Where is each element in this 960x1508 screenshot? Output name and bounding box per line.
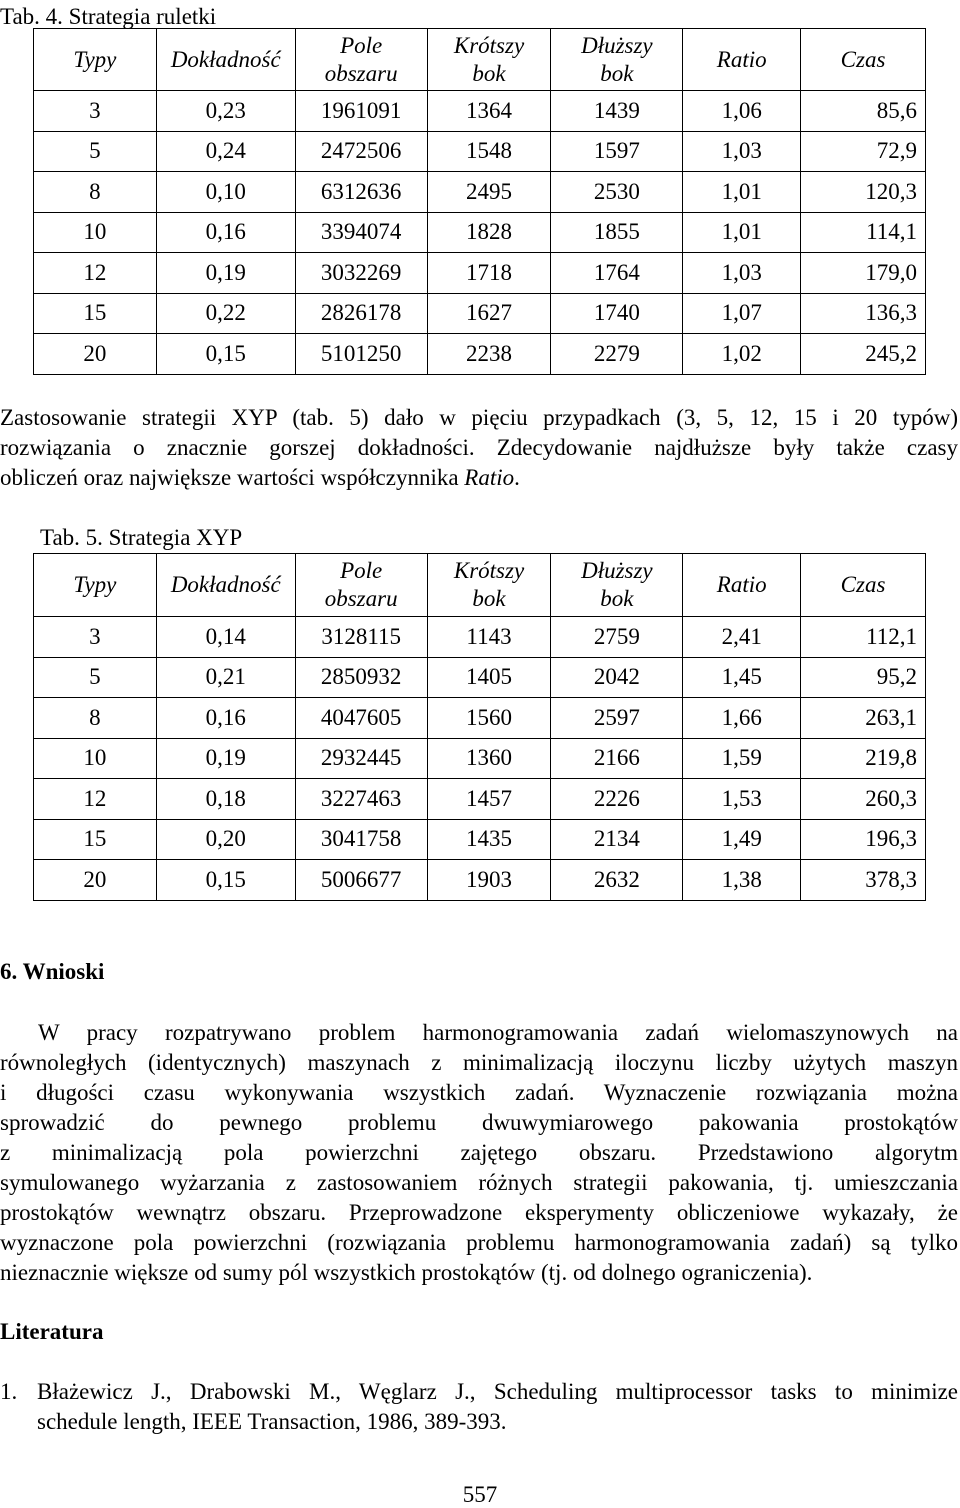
- table-cell: 85,6: [801, 91, 926, 132]
- paragraph-line: sprowadzić do pewnego problemu dwuwymiarowego pakowania prostokątów: [0, 1110, 958, 1135]
- table-cell: 20: [34, 860, 157, 901]
- table-cell: 2826178: [295, 293, 427, 334]
- table-cell: 1961091: [295, 91, 427, 132]
- table-cell: 0,19: [156, 253, 295, 294]
- section-heading-literatura: Literatura: [0, 1319, 104, 1344]
- table-cell: 8: [34, 698, 157, 739]
- table-cell: 0,15: [156, 860, 295, 901]
- table-cell: 1560: [427, 698, 551, 739]
- table-cell: 1,03: [683, 131, 801, 172]
- table-cell: 0,16: [156, 212, 295, 253]
- paragraph-line: równoległych (identycznych) maszynach z minimalizacją iloczynu liczby użytych maszyn: [0, 1050, 958, 1075]
- paragraph-line: z minimalizacją pola powierzchni zajętego obszaru. Przedstawiono algorytm: [0, 1140, 958, 1165]
- table-cell: 4047605: [295, 698, 427, 739]
- table-5: [33, 553, 926, 901]
- header-krotszy-bok: Krótszy bok: [427, 29, 551, 91]
- table-cell: 1364: [427, 91, 551, 132]
- header-ratio: Ratio: [683, 554, 801, 617]
- table-cell: 2495: [427, 172, 551, 213]
- table-cell: 1435: [427, 819, 551, 860]
- paragraph-line: nieznacznie większe od sumy pól wszystkich prostokątów (tj. od dolnego ograniczenia).: [0, 1260, 813, 1285]
- header-typy: Typy: [34, 554, 157, 617]
- paragraph-line: i długości czasu wykonywania wszystkich zadań. Wyznaczenie rozwiązania można: [0, 1080, 958, 1105]
- table-cell: 1,01: [683, 172, 801, 213]
- table-cell: 5101250: [295, 334, 427, 375]
- table-cell: 1,45: [683, 657, 801, 698]
- table-cell: 114,1: [801, 212, 926, 253]
- table-cell: 1718: [427, 253, 551, 294]
- table-cell: 5: [34, 131, 157, 172]
- conclusions-paragraph: [0, 1018, 958, 1288]
- reference-line: Błażewicz J., Drabowski M., Węglarz J., Scheduling multiprocessor tasks to minimize: [37, 1379, 958, 1404]
- table-cell: 12: [34, 779, 157, 820]
- table-cell: 196,3: [801, 819, 926, 860]
- table-cell: 2472506: [295, 131, 427, 172]
- table-cell: 3394074: [295, 212, 427, 253]
- table-cell: 0,10: [156, 172, 295, 213]
- table-cell: 5: [34, 657, 157, 698]
- paragraph-line: Zastosowanie strategii XYP (tab. 5) dało w pięciu przypadkach (3, 5, 12, 15 i 20 typów): [0, 405, 958, 430]
- table-cell: 1,06: [683, 91, 801, 132]
- table-row: [34, 657, 926, 698]
- table-cell: 8: [34, 172, 157, 213]
- table-row: [34, 698, 926, 739]
- table-row: [34, 334, 926, 375]
- header-pole-obszaru: Pole obszaru: [295, 554, 427, 617]
- table-cell: 3: [34, 91, 157, 132]
- table-cell: 260,3: [801, 779, 926, 820]
- table-cell: 1,66: [683, 698, 801, 739]
- table-cell: 1,53: [683, 779, 801, 820]
- table-cell: 1439: [551, 91, 683, 132]
- table-cell: 3041758: [295, 819, 427, 860]
- table-cell: 3227463: [295, 779, 427, 820]
- table-row: [34, 293, 926, 334]
- paragraph-line: W pracy rozpatrywano problem harmonogramowania zadań wielomaszynowych na: [38, 1020, 958, 1045]
- table-cell: 2,41: [683, 617, 801, 658]
- table-row: [34, 738, 926, 779]
- table-cell: 1,59: [683, 738, 801, 779]
- table-cell: 263,1: [801, 698, 926, 739]
- table-cell: 5006677: [295, 860, 427, 901]
- paragraph-line: rozwiązania o znacznie gorszej dokładności. Zdecydowanie najdłuższe były także czasy: [0, 435, 958, 460]
- table-cell: 3032269: [295, 253, 427, 294]
- table-cell: 0,23: [156, 91, 295, 132]
- header-typy: Typy: [34, 29, 157, 91]
- table-cell: 15: [34, 819, 157, 860]
- table-row: [34, 212, 926, 253]
- table-cell: 3128115: [295, 617, 427, 658]
- table-cell: 245,2: [801, 334, 926, 375]
- table-cell: 2226: [551, 779, 683, 820]
- table-cell: 0,14: [156, 617, 295, 658]
- table-cell: 6312636: [295, 172, 427, 213]
- table-row: [34, 91, 926, 132]
- header-ratio: Ratio: [683, 29, 801, 91]
- table-row: [34, 779, 926, 820]
- header-dluzszy-bok: Dłuższy bok: [551, 29, 683, 91]
- table-cell: 0,24: [156, 131, 295, 172]
- table-cell: 1,38: [683, 860, 801, 901]
- table-5-caption: Tab. 5. Strategia XYP: [40, 525, 243, 550]
- table-4: [33, 28, 926, 375]
- table-cell: 1627: [427, 293, 551, 334]
- reference-line: schedule length, IEEE Transaction, 1986, 389-393.: [37, 1409, 507, 1434]
- table-row: [34, 860, 926, 901]
- table-cell: 2530: [551, 172, 683, 213]
- table-cell: 1764: [551, 253, 683, 294]
- table-cell: 20: [34, 334, 157, 375]
- table-cell: 0,20: [156, 819, 295, 860]
- table-cell: 1903: [427, 860, 551, 901]
- table-row: [34, 131, 926, 172]
- table-4-caption: Tab. 4. Strategia ruletki: [0, 4, 217, 29]
- table-cell: 1,49: [683, 819, 801, 860]
- table-cell: 10: [34, 738, 157, 779]
- table-cell: 2759: [551, 617, 683, 658]
- table-cell: 0,22: [156, 293, 295, 334]
- table-cell: 10: [34, 212, 157, 253]
- table-cell: 1,01: [683, 212, 801, 253]
- header-dokladnosc: Dokładność: [156, 29, 295, 91]
- table-cell: 3: [34, 617, 157, 658]
- table-cell: 2632: [551, 860, 683, 901]
- table-cell: 2597: [551, 698, 683, 739]
- table-cell: 1,02: [683, 334, 801, 375]
- table-cell: 1855: [551, 212, 683, 253]
- table-cell: 1,07: [683, 293, 801, 334]
- header-krotszy-bok: Krótszy bok: [427, 554, 551, 617]
- table-cell: 112,1: [801, 617, 926, 658]
- table-cell: 0,15: [156, 334, 295, 375]
- table-cell: 2238: [427, 334, 551, 375]
- table-cell: 1,03: [683, 253, 801, 294]
- table-cell: 1457: [427, 779, 551, 820]
- table-cell: 1548: [427, 131, 551, 172]
- table-cell: 378,3: [801, 860, 926, 901]
- reference-number: 1.: [0, 1379, 18, 1404]
- table-row: [34, 253, 926, 294]
- table-row: [34, 617, 926, 658]
- page-number: 557: [462, 1482, 498, 1507]
- section-heading-wnioski: 6. Wnioski: [0, 959, 105, 984]
- paragraph-line: obliczeń oraz największe wartości współczynnika Ratio.: [0, 465, 520, 490]
- table-cell: 1828: [427, 212, 551, 253]
- table-cell: 1360: [427, 738, 551, 779]
- header-dokladnosc: Dokładność: [156, 554, 295, 617]
- table-cell: 72,9: [801, 131, 926, 172]
- table-cell: 15: [34, 293, 157, 334]
- table-cell: 0,16: [156, 698, 295, 739]
- table-cell: 1405: [427, 657, 551, 698]
- table-cell: 0,19: [156, 738, 295, 779]
- table-cell: 0,21: [156, 657, 295, 698]
- table-cell: 120,3: [801, 172, 926, 213]
- table-cell: 136,3: [801, 293, 926, 334]
- table-cell: 1740: [551, 293, 683, 334]
- table-cell: 2042: [551, 657, 683, 698]
- table-cell: 1143: [427, 617, 551, 658]
- header-pole-obszaru: Pole obszaru: [295, 29, 427, 91]
- table-cell: 0,18: [156, 779, 295, 820]
- header-czas: Czas: [801, 554, 926, 617]
- table-cell: 2279: [551, 334, 683, 375]
- table-cell: 2850932: [295, 657, 427, 698]
- reference-item: [0, 1377, 958, 1437]
- table-header-row: [34, 29, 926, 91]
- table-row: [34, 819, 926, 860]
- table-cell: 95,2: [801, 657, 926, 698]
- table-cell: 219,8: [801, 738, 926, 779]
- table-cell: 2134: [551, 819, 683, 860]
- table-cell: 12: [34, 253, 157, 294]
- table-row: [34, 172, 926, 213]
- table-header-row: [34, 554, 926, 617]
- results-paragraph: [0, 403, 958, 493]
- paragraph-line: prostokątów wewnątrz obszaru. Przeprowadzone eksperymenty obliczeniowe wykazały, że: [0, 1200, 958, 1225]
- table-cell: 2166: [551, 738, 683, 779]
- table-cell: 2932445: [295, 738, 427, 779]
- table-cell: 179,0: [801, 253, 926, 294]
- header-dluzszy-bok: Dłuższy bok: [551, 554, 683, 617]
- paragraph-line: wyznaczone pola powierzchni (rozwiązania problemu harmonogramowania zadań) są tylko: [0, 1230, 958, 1255]
- header-czas: Czas: [801, 29, 926, 91]
- table-cell: 1597: [551, 131, 683, 172]
- paragraph-line: symulowanego wyżarzania z zastosowaniem różnych strategii pakowania, tj. umieszczania: [0, 1170, 958, 1195]
